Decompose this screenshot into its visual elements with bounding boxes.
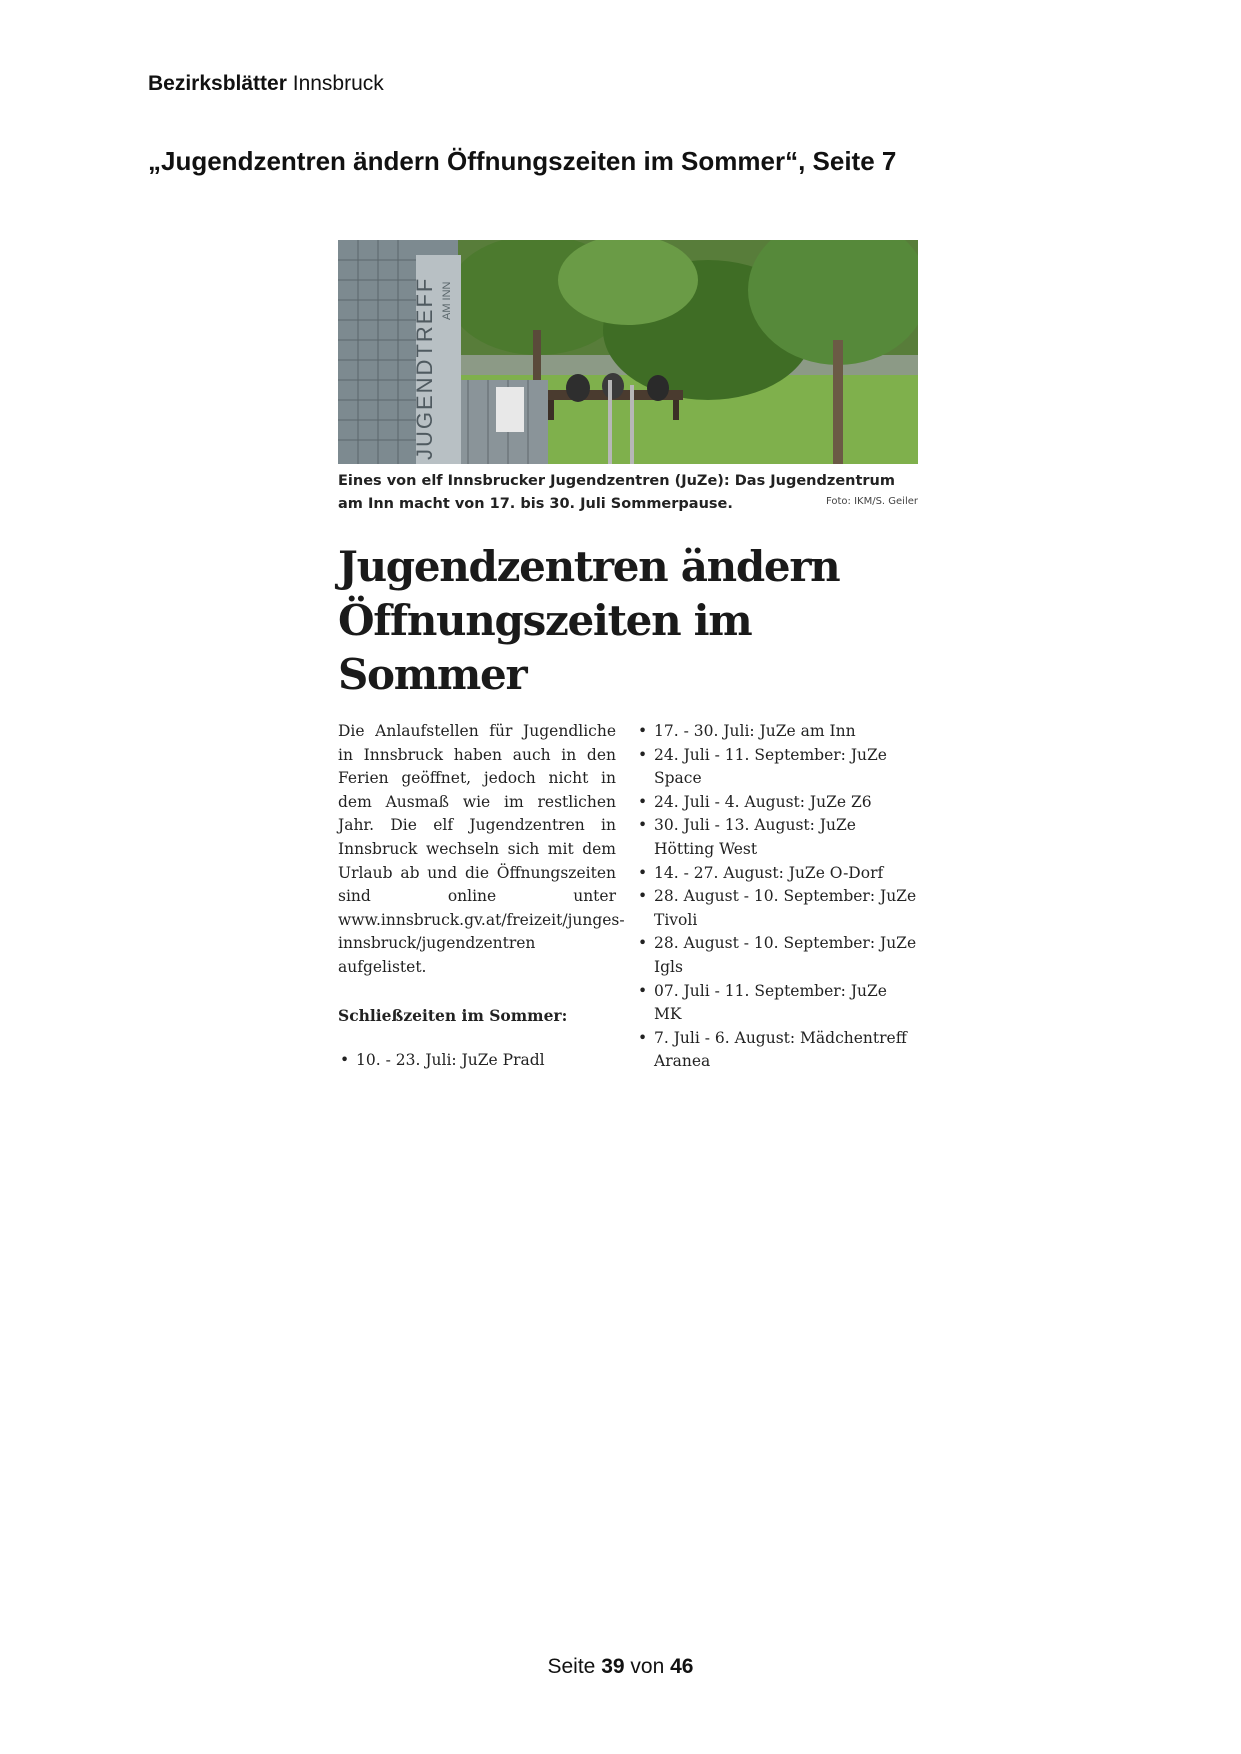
list-item: • 24. Juli - 11. September: JuZe Space xyxy=(636,744,918,791)
list-item: • 14. - 27. August: JuZe O-Dorf xyxy=(636,862,918,886)
sign-text: JUGENDTREFF xyxy=(412,276,437,460)
list-item: • 24. Juli - 4. August: JuZe Z6 xyxy=(636,791,918,815)
list-item: • 28. August - 10. September: JuZe Igls xyxy=(636,932,918,979)
photo-caption-text: Eines von elf Innsbrucker Jugendzentren (JuZe): Das Jugendzentrum am Inn macht von 17. bis 30. Juli Sommerpause. xyxy=(338,473,895,512)
article-body: Die Anlaufstellen für Jugendliche in Innsbruck haben auch in den Ferien geöffnet, jedoch nicht in dem Ausmaß wie im restlichen Jahr. Die elf Jugendzentren in Innsbruck wechseln sich mit dem Urlaub ab und die Öffnungszeiten sind online unter www.innsbruck.gv.at/freizeit/junges-innsbruck/jugendzentren aufgelistet. xyxy=(338,722,625,976)
list-item: • 7. Juli - 6. August: Mädchentreff Aranea xyxy=(636,1027,918,1074)
closures-subhead: Schließzeiten im Sommer: xyxy=(338,1005,568,1025)
list-item: • 30. Juli - 13. August: JuZe Hötting West xyxy=(636,814,918,861)
publication-name xyxy=(148,72,384,96)
closures-list-left xyxy=(338,1049,616,1073)
article-column-right xyxy=(636,720,918,1074)
article-column-left xyxy=(338,720,625,1074)
article-photo xyxy=(338,240,918,464)
publication-name-city: Innsbruck xyxy=(292,72,384,95)
newspaper-clipping xyxy=(338,240,918,1074)
footer-middle: von xyxy=(630,1655,665,1678)
footer-prefix: Seite xyxy=(547,1655,596,1678)
photo-credit: Foto: IKM/S. Geiler xyxy=(825,496,918,507)
page-footer xyxy=(0,1655,1241,1679)
article-columns xyxy=(338,720,918,1074)
article-headline xyxy=(338,540,918,702)
closures-list-right xyxy=(636,720,918,1074)
headline-line-1: Jugendzentren ändern xyxy=(338,542,840,591)
footer-page-number: 39 xyxy=(601,1655,625,1678)
list-item: • 07. Juli - 11. September: JuZe MK xyxy=(636,980,918,1027)
photo-caption xyxy=(338,470,918,516)
list-item: • 17. - 30. Juli: JuZe am Inn xyxy=(636,720,918,744)
footer-page-total: 46 xyxy=(670,1655,694,1678)
document-title: „Jugendzentren ändern Öffnungszeiten im Sommer“, Seite 7 xyxy=(148,146,897,176)
publication-name-bold: Bezirksblätter xyxy=(148,72,287,95)
sign-subtext: AM INN xyxy=(441,281,453,320)
headline-line-2: Öffnungszeiten im Sommer xyxy=(338,596,752,699)
list-item: • 28. August - 10. September: JuZe Tivoli xyxy=(636,885,918,932)
list-item: • 10. - 23. Juli: JuZe Pradl xyxy=(338,1049,616,1073)
